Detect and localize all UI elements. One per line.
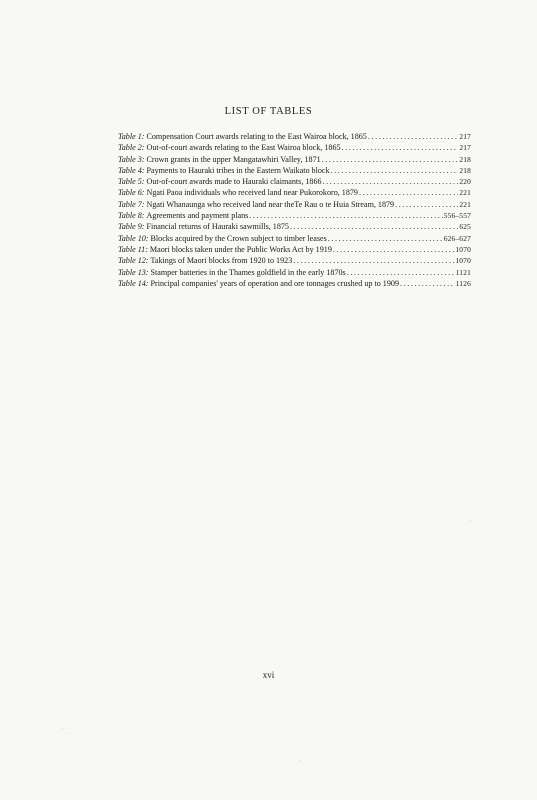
table-number: Table 13:: [118, 267, 149, 277]
dot-leader: [400, 278, 455, 289]
table-number: Table 4:: [118, 165, 145, 175]
table-title: Out-of-court awards made to Hauraki claimants, 1866: [146, 177, 322, 187]
dot-leader: [323, 176, 459, 187]
table-entry[interactable]: [118, 176, 471, 187]
dot-leader: [293, 255, 454, 266]
dot-leader: [290, 221, 458, 232]
page-number: 217: [459, 132, 471, 141]
table-entry[interactable]: [118, 210, 471, 221]
table-title: Ngati Whanaunga who received land near theTe Rau o te Huia Stream, 1879: [146, 199, 395, 209]
table-number: Table 2:: [118, 143, 145, 153]
table-entry[interactable]: [118, 165, 471, 176]
dot-leader: [322, 154, 459, 165]
dot-leader: [359, 187, 458, 198]
table-entry[interactable]: [118, 187, 471, 198]
table-number: Table 10:: [118, 233, 149, 243]
dot-leader: [347, 267, 455, 278]
table-entry[interactable]: [118, 255, 471, 266]
table-title: Financial returns of Hauraki sawmills, 1875: [146, 222, 289, 232]
table-entry[interactable]: [118, 244, 471, 255]
page-number: 218: [459, 154, 471, 164]
table-title: Principal companies' years of operation and ore tonnages crushed up to 1909: [150, 278, 399, 288]
table-title: Compensation Court awards relating to the East Wairoa block, 1865: [146, 132, 367, 141]
table-number: Table 11:: [118, 244, 148, 254]
page-number: 221: [459, 188, 471, 198]
table-title: Stamper batteries in the Thames goldfield in the early 1870s: [150, 267, 346, 277]
table-entry[interactable]: [118, 142, 471, 153]
table-title: Takings of Maori blocks from 1920 to 1923: [150, 256, 293, 266]
table-number: Table 8:: [118, 211, 145, 221]
page-number: 625: [459, 222, 471, 232]
dot-leader: [328, 233, 443, 244]
table-number: Table 1:: [118, 132, 145, 141]
page-number: 1121: [455, 267, 471, 277]
page-number: 556–557: [443, 211, 471, 221]
dot-leader: [368, 131, 458, 142]
page-folio: xvi: [262, 670, 275, 680]
table-title: Out-of-court awards relating to the East Wairoa block, 1865: [146, 143, 341, 153]
table-title: Agreements and payment plans: [146, 211, 249, 221]
page-number: 1070: [455, 256, 471, 266]
page-number: 221: [459, 199, 471, 209]
table-number: Table 3:: [118, 154, 145, 164]
table-number: Table 9:: [118, 222, 145, 232]
table-number: Table 14:: [118, 278, 149, 288]
table-entry[interactable]: [118, 131, 471, 142]
table-title: Maori blocks taken under the Public Works Act by 1919: [149, 244, 332, 254]
page-number: 217: [459, 143, 471, 153]
table-list: [118, 131, 471, 289]
dot-leader: [395, 199, 458, 210]
table-entry[interactable]: [118, 233, 471, 244]
page-number: 626–627: [443, 233, 471, 243]
table-title: Payments to Hauraki tribes in the Eastern Waikato block: [146, 165, 330, 175]
table-number: Table 5:: [118, 177, 145, 187]
table-number: Table 6:: [118, 188, 145, 198]
table-entry[interactable]: [118, 278, 471, 289]
table-entry[interactable]: [118, 199, 471, 210]
table-title: Crown grants in the upper Mangatawhiri Valley, 1871: [146, 154, 321, 164]
dot-leader: [333, 244, 455, 255]
dot-leader: [249, 210, 442, 221]
dot-leader: [331, 165, 459, 176]
page-number: 220: [459, 177, 471, 187]
table-title: Blocks acquired by the Crown subject to timber leases: [150, 233, 327, 243]
dot-leader: [342, 142, 459, 153]
table-entry[interactable]: [118, 221, 471, 232]
table-title: Ngati Paoa individuals who received land near Pukorokoro, 1879: [146, 188, 358, 198]
page-heading: LIST OF TABLES: [224, 106, 313, 117]
table-entry[interactable]: [118, 267, 471, 278]
table-number: Table 12:: [118, 256, 149, 266]
page-number: 1070: [455, 244, 471, 254]
page-number: 218: [459, 165, 471, 175]
table-number: Table 7:: [118, 199, 145, 209]
table-entry[interactable]: [118, 154, 471, 165]
page-number: 1126: [455, 278, 471, 288]
